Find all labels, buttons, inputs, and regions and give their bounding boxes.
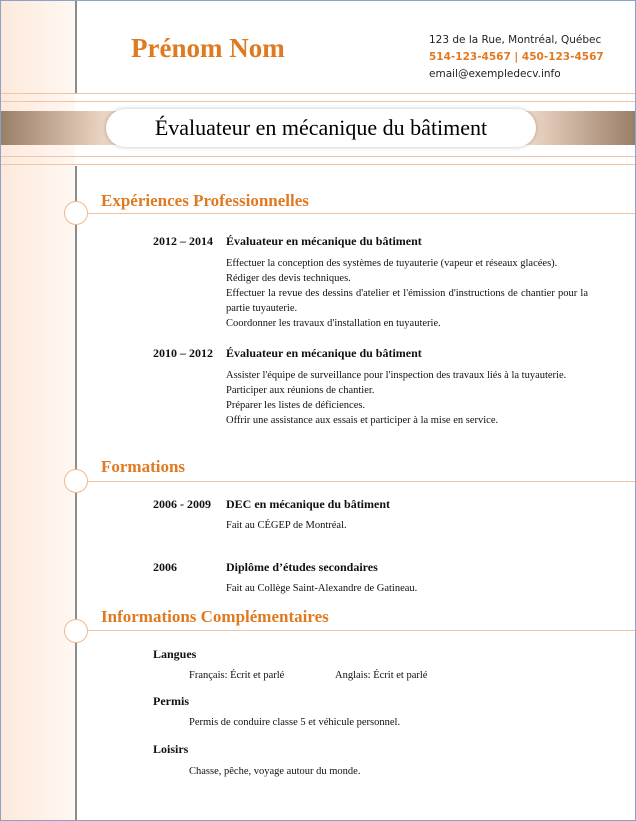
education-section-title: Formations [101, 457, 186, 476]
job-title-banner: Évaluateur en mécanique du bâtiment [106, 109, 536, 147]
contact-phones: 514-123-4567 | 450-123-4567 [429, 51, 604, 63]
section-marker [64, 201, 88, 225]
section-rule [87, 213, 635, 214]
description-line: Rédiger des devis techniques. [226, 273, 351, 284]
contact-email: email@exempledecv.info [429, 68, 561, 80]
contact-address: 123 de la Rue, Montréal, Québec [429, 34, 602, 46]
description-line: Participer aux réunions de chantier. [226, 385, 375, 396]
experience-description [226, 368, 588, 428]
vertical-rule-top [75, 1, 77, 93]
section-rule [87, 481, 635, 482]
languages-label: Langues [153, 647, 197, 661]
description-line: Effectuer la conception des systèmes de tuyauterie (vapeur et réseaux glacées). [226, 258, 558, 269]
experience-title: Évaluateur en mécanique du bâtiment [226, 234, 422, 248]
description-line: Préparer les listes de déficiences. [226, 400, 366, 411]
education-detail: Fait au Collège Saint-Alexandre de Gatineau. [226, 583, 418, 594]
experience-period: 2012 – 2014 [153, 234, 213, 248]
experience-period: 2010 – 2012 [153, 346, 213, 360]
education-period: 2006 [153, 560, 177, 574]
header-rule-4 [1, 164, 635, 165]
section-marker [64, 469, 88, 493]
education-title: Diplôme d’études secondaires [226, 560, 378, 574]
header-rule-3 [1, 156, 635, 157]
description-line: Assister l'équipe de surveillance pour l'inspection des travaux liés à la tuyauterie. [226, 370, 567, 381]
section-marker [64, 619, 88, 643]
experience-title: Évaluateur en mécanique du bâtiment [226, 346, 422, 360]
description-line: Effectuer la revue des dessins d'atelier et l'émission d'instructions de chantier pour la partie tuyauterie. [226, 288, 588, 314]
section-rule [87, 630, 635, 631]
permit-detail: Permis de conduire classe 5 et véhicule personnel. [189, 717, 401, 728]
description-line: Offrir une assistance aux essais et participer à la mise en service. [226, 415, 499, 426]
french-level: Français: Écrit et parlé [189, 670, 285, 681]
hobbies-label: Loisirs [153, 742, 189, 756]
vertical-rule-main [75, 166, 77, 820]
education-period: 2006 - 2009 [153, 497, 211, 511]
header-rule-1 [1, 93, 635, 94]
additional-section-title: Informations Complémentaires [101, 607, 329, 626]
header-rule-2 [1, 101, 635, 102]
experience-description [226, 256, 588, 331]
experience-section-title: Expériences Professionnelles [101, 191, 309, 210]
description-line: Coordonner les travaux d'installation en tuyauterie. [226, 318, 441, 329]
hobbies-detail: Chasse, pêche, voyage autour du monde. [189, 766, 361, 777]
education-detail: Fait au CÉGEP de Montréal. [226, 520, 347, 531]
permit-label: Permis [153, 694, 189, 708]
education-title: DEC en mécanique du bâtiment [226, 497, 391, 511]
english-level: Anglais: Écrit et parlé [335, 670, 428, 681]
candidate-name: Prénom Nom [131, 33, 285, 63]
